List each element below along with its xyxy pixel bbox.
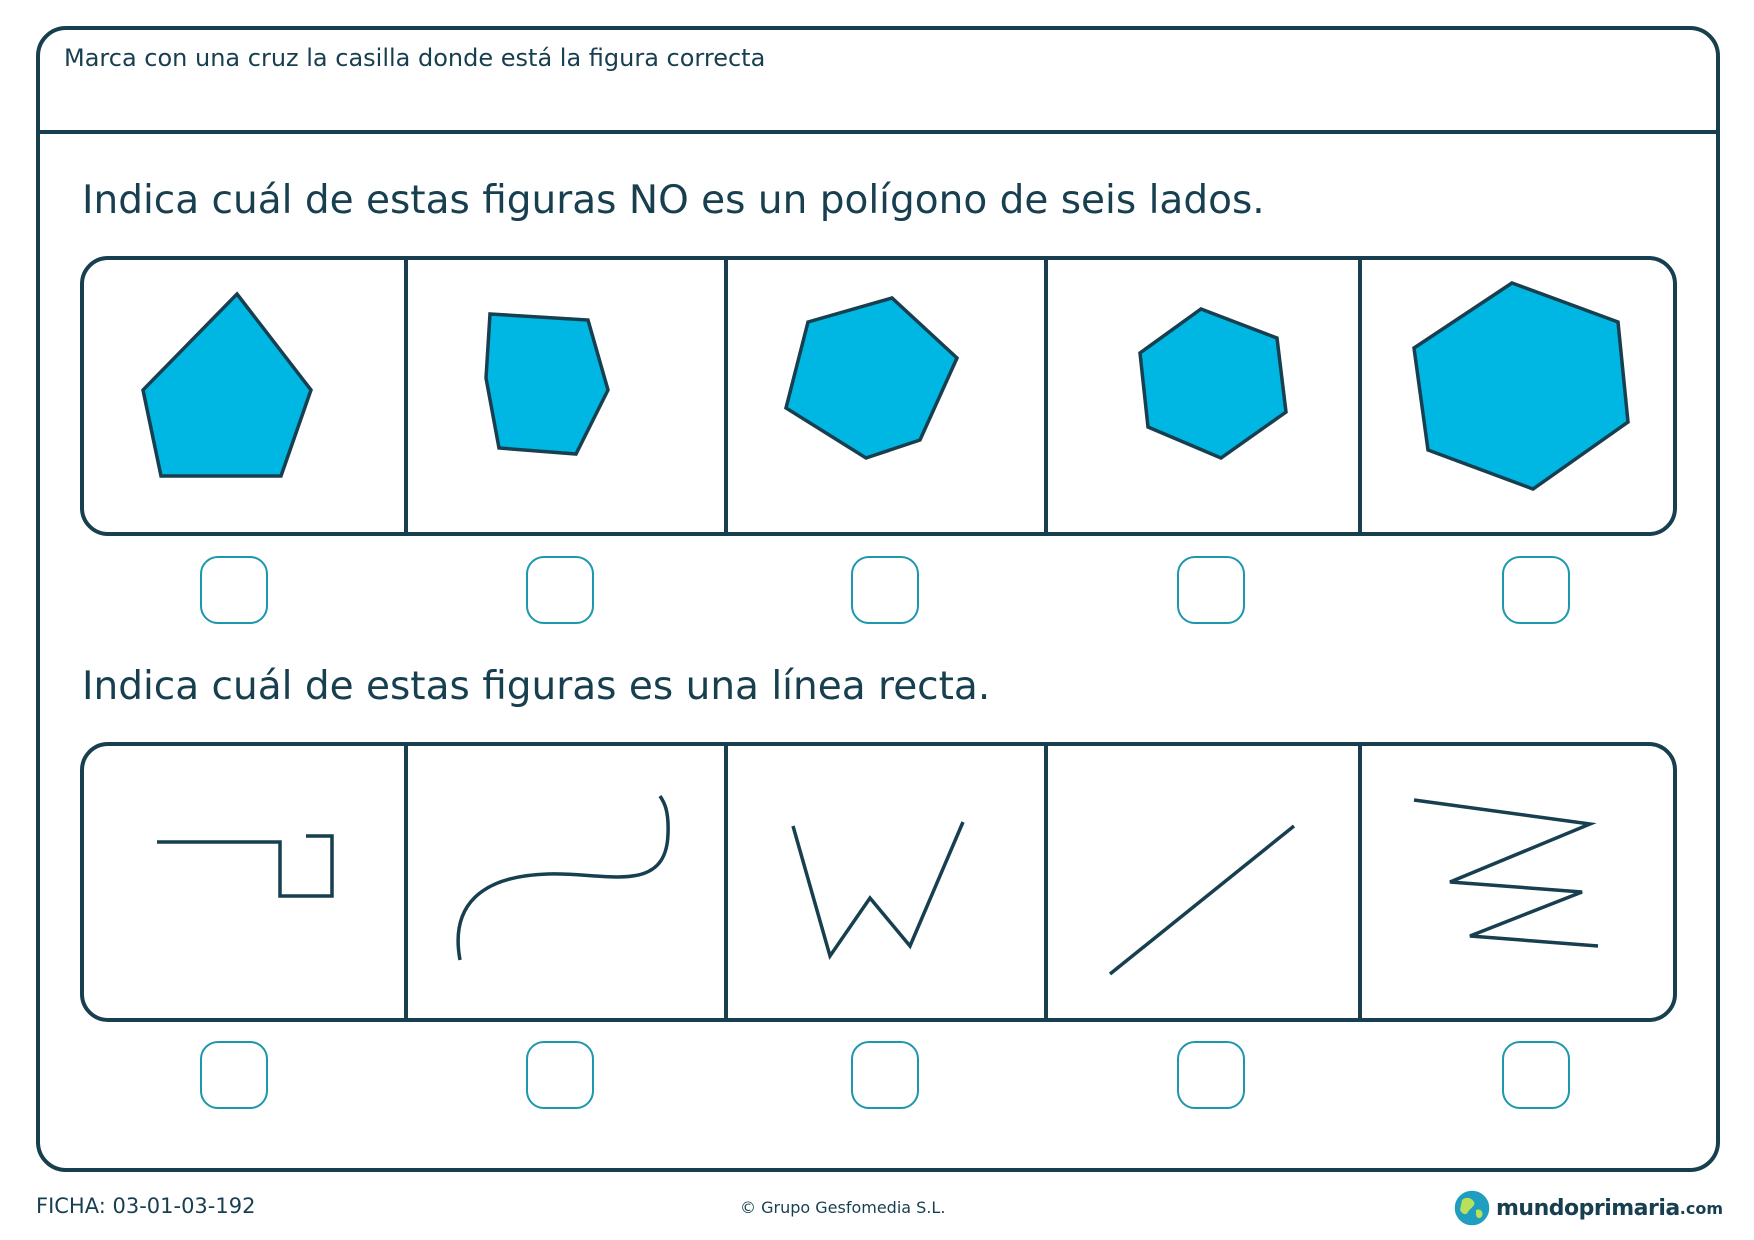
figure-cell-2-2 xyxy=(404,746,724,1018)
question-1: Indica cuál de estas figuras NO es un polígono de seis lados. xyxy=(82,178,1265,223)
zigzag-w-icon xyxy=(728,746,1044,1018)
figure-cell-2-5 xyxy=(1358,746,1677,1018)
zigzag-z-icon xyxy=(1362,746,1677,1018)
answer-checkbox-2-4[interactable] xyxy=(1177,1041,1245,1109)
brand-logo-link[interactable] xyxy=(1452,1186,1723,1230)
answer-checkbox-2-5[interactable] xyxy=(1502,1041,1570,1109)
answer-checkbox-1-2[interactable] xyxy=(526,556,594,624)
hexagon-icon xyxy=(1048,260,1358,532)
answer-checkbox-2-2[interactable] xyxy=(526,1041,594,1109)
hexagon-icon xyxy=(1362,260,1677,532)
answer-checkbox-1-5[interactable] xyxy=(1502,556,1570,624)
hexagon-icon xyxy=(408,260,724,532)
figure-cell-1-5 xyxy=(1358,260,1677,532)
curve-line-icon xyxy=(408,746,724,1018)
figure-cell-1-3 xyxy=(724,260,1044,532)
header-divider xyxy=(38,130,1718,134)
figures-panel-1 xyxy=(80,256,1677,536)
figure-cell-2-3 xyxy=(724,746,1044,1018)
answer-checkbox-2-3[interactable] xyxy=(851,1041,919,1109)
instruction-text: Marca con una cruz la casilla donde está la figura correcta xyxy=(64,44,766,72)
figure-cell-2-4 xyxy=(1044,746,1358,1018)
heptagon-icon xyxy=(728,260,1044,532)
copyright-text: © Grupo Gesfomedia S.L. xyxy=(740,1198,946,1217)
brand-tld: .com xyxy=(1679,1198,1723,1218)
ficha-code: FICHA: 03-01-03-192 xyxy=(36,1194,256,1218)
globe-icon xyxy=(1452,1188,1492,1228)
answer-checkbox-2-1[interactable] xyxy=(200,1041,268,1109)
figure-cell-2-1 xyxy=(84,746,404,1018)
pentagon-icon xyxy=(84,260,404,532)
figure-cell-1-4 xyxy=(1044,260,1358,532)
answer-checkbox-1-1[interactable] xyxy=(200,556,268,624)
question-2: Indica cuál de estas figuras es una línea recta. xyxy=(82,664,991,709)
figure-cell-1-1 xyxy=(84,260,404,532)
answer-checkbox-1-4[interactable] xyxy=(1177,556,1245,624)
straight-line-icon xyxy=(1048,746,1358,1018)
figure-cell-1-2 xyxy=(404,260,724,532)
figures-panel-2 xyxy=(80,742,1677,1022)
brand-name: mundoprimaria xyxy=(1496,1195,1680,1221)
answer-checkbox-1-3[interactable] xyxy=(851,556,919,624)
polyline-step-icon xyxy=(84,746,404,1018)
